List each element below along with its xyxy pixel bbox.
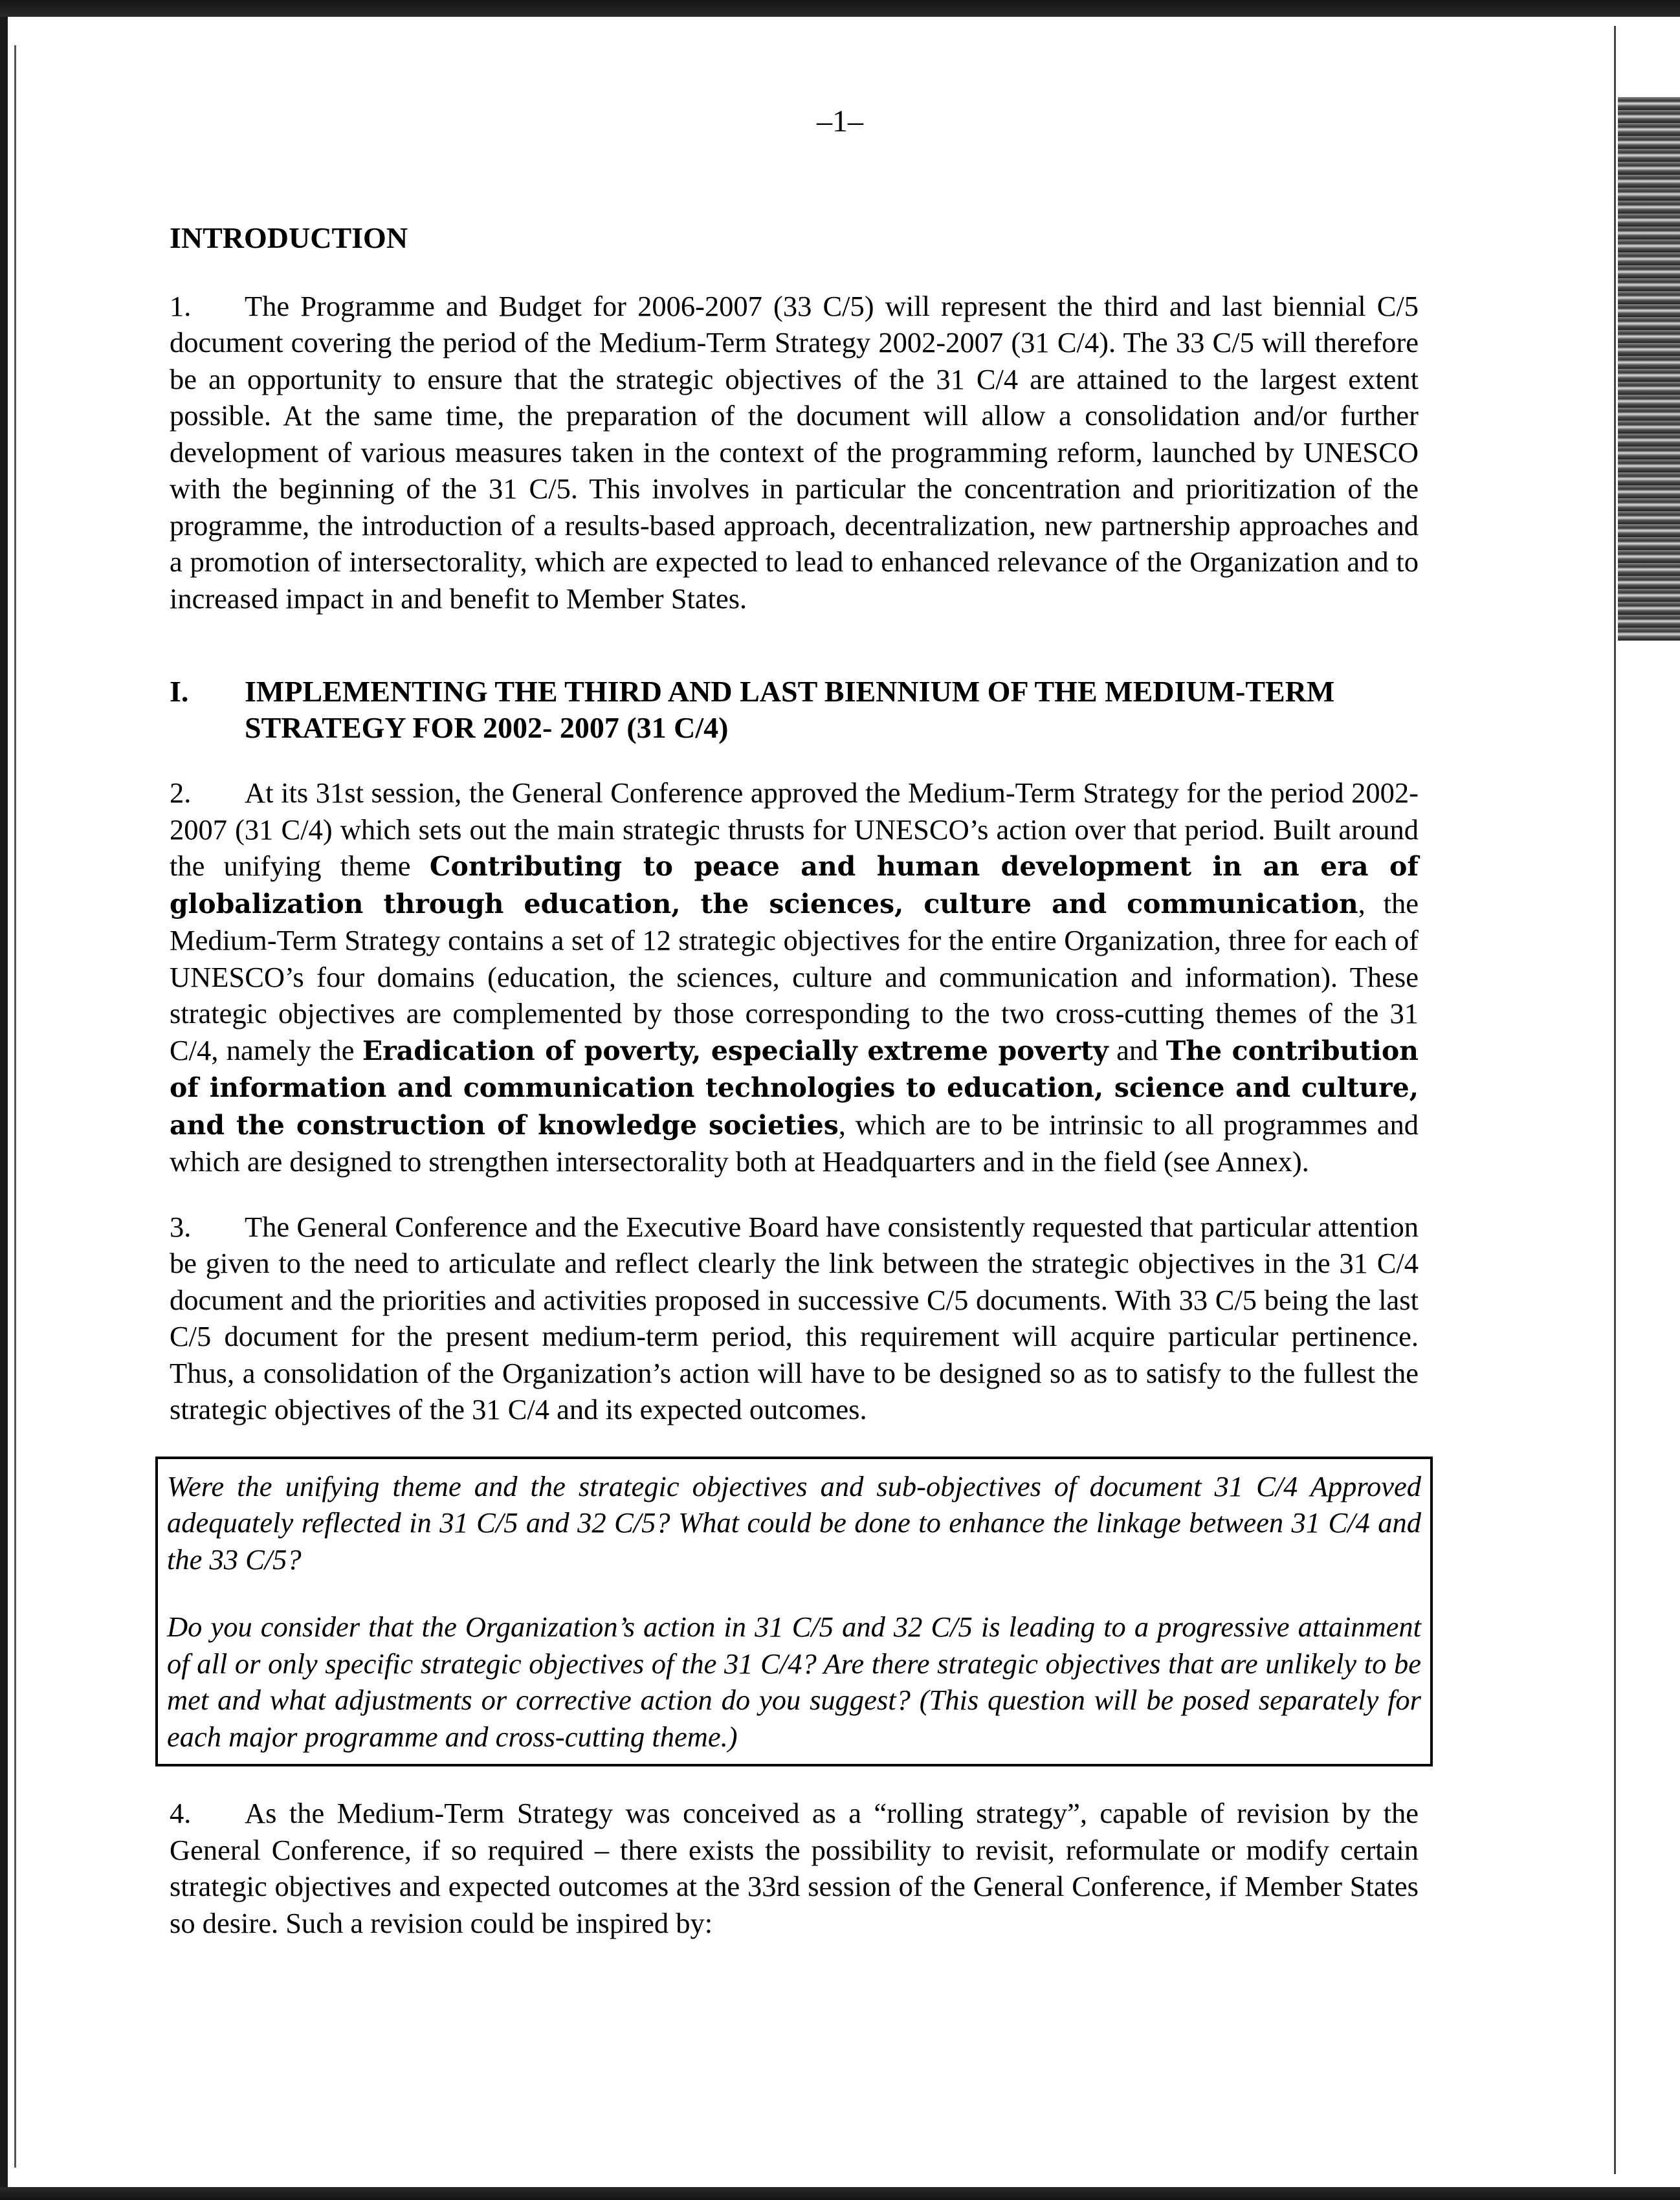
paragraph-text: At its 31st session, the General Conference approved the Medium-Term Strategy for the period 2002-2007 (31 C/4) which sets out the main strategic thrusts for UNESCO’s action over that period. Built around the unifying theme	[170, 776, 1419, 882]
paragraph-text: and	[1108, 1033, 1166, 1066]
scan-border-bottom	[0, 2187, 1680, 2200]
scan-border-top	[0, 0, 1680, 17]
paragraph-number: 1.	[170, 289, 192, 322]
cross-cutting-theme-1: Eradication of poverty, especially extreme poverty	[362, 1035, 1109, 1066]
paragraph-1	[170, 288, 1419, 617]
paragraph-text: As the Medium-Term Strategy was conceived as a “rolling strategy”, capable of revision by the General Conference, if so required – there exists the possibility to revisit, reformulate or modify certain strategic objectives and expected outcomes at the 33rd session of the General Conference, if Member States so desire. Such a revision could be inspired by:	[170, 1797, 1419, 1939]
section-heading-1	[170, 674, 1419, 746]
questions-box	[155, 1457, 1433, 1767]
introduction-heading: INTRODUCTION	[170, 221, 408, 254]
paragraph-text: The General Conference and the Executive Board have consistently requested that particular attention be given to the need to articulate and reflect clearly the link between the strategic objectives in the 31 C/4 document and the priorities and activities proposed in successive C/5 documents. With 33 C/5 being the last C/5 document for the present medium-term period, this requirement will acquire particular pertinence. Thus, a consolidation of the Organization’s action will have to be designed so as to satisfy to the fullest the strategic objectives of the 31 C/4 and its expected outcomes.	[170, 1210, 1419, 1425]
section-title: IMPLEMENTING THE THIRD AND LAST BIENNIUM OF THE MEDIUM-TERM STRATEGY FOR 2002- 2007 (31 C/4)	[245, 675, 1335, 744]
question-1: Were the unifying theme and the strategic objectives and sub-objectives of document 31 C/4 Approved adequately reflected in 31 C/5 and 32 C/5? What could be done to enhance the linkage between 31 C/4 and the 33 C/5?	[167, 1469, 1421, 1576]
scan-edge-line-left	[14, 45, 16, 2168]
paragraph-number: 3.	[170, 1210, 192, 1243]
paragraph-number: 2.	[170, 776, 192, 809]
page-number: –1–	[817, 104, 863, 138]
scan-edge-artifact-right	[1618, 97, 1680, 641]
scan-border-left	[0, 17, 8, 2187]
section-number: I.	[170, 675, 189, 708]
paragraph-text: , the Medium-Term Strategy contains a set of 12 strategic objectives for the entire Organization, three for each of UNESCO’s four domains (education, the sciences, culture and communication and information). These strategic objectives are complemented by those corresponding to the two cross-cutting themes of the 31 C/4, namely the	[170, 886, 1419, 1066]
cross-cutting-theme-2: The contribution of information and communication technologies to education, science and culture, and the construction of knowledge societies	[170, 1035, 1419, 1141]
paragraph-3	[170, 1209, 1419, 1428]
paragraph-2	[170, 775, 1419, 1180]
paragraph-text: , which are to be intrinsic to all programmes and which are designed to strengthen intersectorality both at Headquarters and in the field (see Annex).	[170, 1108, 1419, 1178]
paragraph-text: The Programme and Budget for 2006-2007 (33 C/5) will represent the third and last biennial C/5 document covering the period of the Medium-Term Strategy 2002-2007 (31 C/4). The 33 C/5 will therefore be an opportunity to ensure that the strategic objectives of the 31 C/4 are attained to the largest extent possible. At the same time, the preparation of the document will allow a consolidation and/or further development of various measures taken in the context of the programming reform, launched by UNESCO with the beginning of the 31 C/5. This involves in particular the concentration and prioritization of the programme, the introduction of a results-based approach, decentralization, new partnership approaches and a promotion of intersectorality, which are expected to lead to enhanced relevance of the Organization and to increased impact in and benefit to Member States.	[170, 289, 1419, 615]
unifying-theme-text: Contributing to peace and human development in an era of globalization through education, the sciences, culture and communication	[170, 851, 1419, 919]
paragraph-4	[170, 1795, 1419, 1941]
question-2: Do you consider that the Organization’s action in 31 C/5 and 32 C/5 is leading to a progressive attainment of all or only specific strategic objectives of the 31 C/4? Are there strategic objectives that are unlikely to be met and what adjustments or corrective action do you suggest? (This question will be posed separately for each major programme and cross-cutting theme.)	[167, 1611, 1421, 1753]
document-body	[167, 220, 1421, 1970]
paragraph-number: 4.	[170, 1797, 192, 1829]
scan-edge-line-right	[1614, 26, 1616, 2174]
